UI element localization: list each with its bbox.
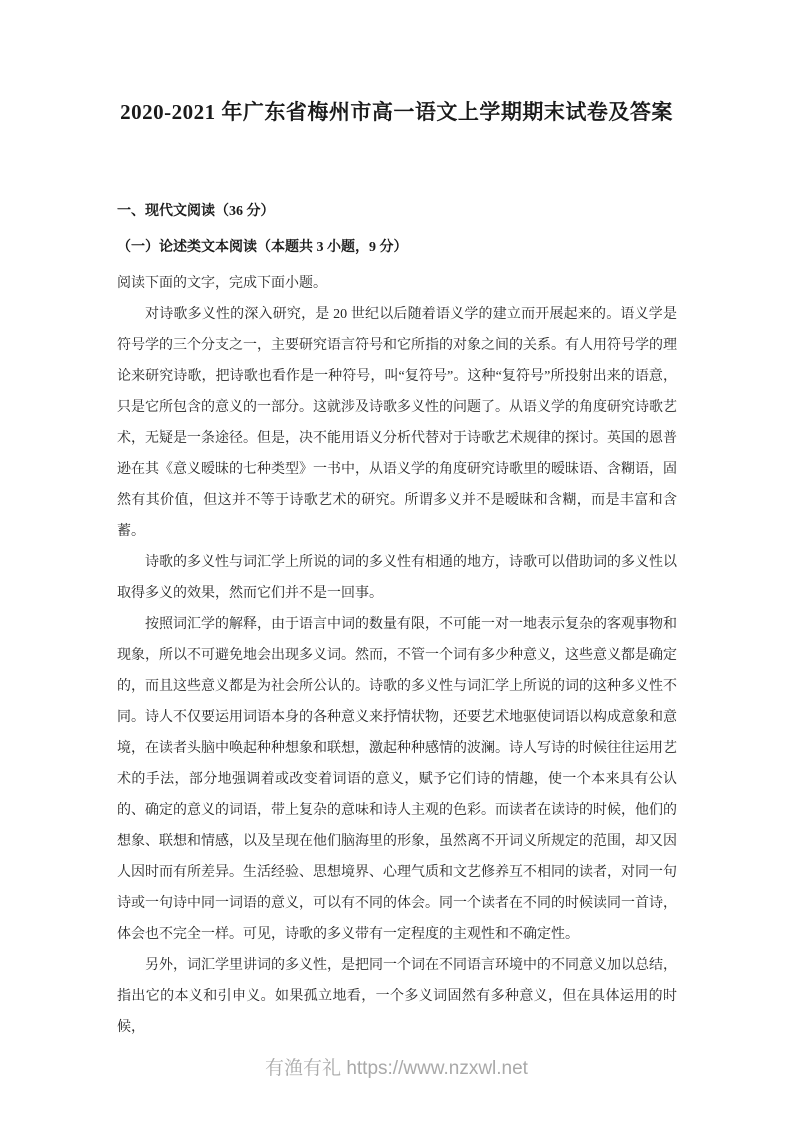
passage-paragraph-4: 另外，词汇学里讲词的多义性，是把同一个词在不同语言环境中的不同意义加以总结，指出它的本义和引申义。如果孤立地看，一个多义词固然有多种意义，但在具体运用的时候， <box>117 958 677 1035</box>
document-title: 2020-2021 年广东省梅州市高一语文上学期期末试卷及答案 <box>120 100 673 124</box>
footer-watermark: 有渔有礼 https://www.nzxwl.net <box>265 1058 528 1079</box>
subsection-heading: （一）论述类文本阅读（本题共 3 小题，9 分） <box>117 240 408 255</box>
section-heading: 一、现代文阅读（36 分） <box>117 204 275 219</box>
document-body <box>117 196 677 1043</box>
passage-paragraph-3: 按照词汇学的解释，由于语言中词的数量有限，不可能一对一地表示复杂的客观事物和现象，所以不可避免地会出现多义词。然而，不管一个词有多少种意义，这些意义都是确定的，而且这些意义都是为社会所公认的。诗歌的多义性与词汇学上所说的词的这种多义性不同。诗人不仅要运用词语本身的各种意义来抒情状物，还要艺术地驱使词语以构成意象和意境，在读者头脑中唤起种种想象和联想，激起种种感情的波澜。诗人写诗的时候往往运用艺术的手法，部分地强调着或改变着词语的意义，赋予它们诗的情趣，使一个本来具有公认的、确定的意义的词语，带上复杂的意味和诗人主观的色彩。而读者在读诗的时候，他们的想象、联想和情感，以及呈现在他们脑海里的形象，虽然离不开词义所规定的范围，却又因人因时而有所差异。生活经验、思想境界、心理气质和文艺修养互不相同的读者，对同一句诗或一句诗中同一词语的意义，可以有不同的体会。同一个读者在不同的时候读同一首诗，体会也不完全一样。可见，诗歌的多义带有一定程度的主观性和不确定性。 <box>117 617 677 942</box>
passage-paragraph-1: 对诗歌多义性的深入研究，是 20 世纪以后随着语义学的建立而开展起来的。语义学是符号学的三个分支之一，主要研究语言符号和它所指的对象之间的关系。有人用符号学的理论来研究诗歌，把诗歌也看作是一种符号，叫“复符号”。这种“复符号”所投射出来的语意，只是它所包含的意义的一部分。这就涉及诗歌多义性的问题了。从语义学的角度研究诗歌艺术，无疑是一条途径。但是，决不能用语义分析代替对于诗歌艺术规律的探讨。英国的恩普逊在其《意义暧昧的七种类型》一书中，从语义学的角度研究诗歌里的暧昧语、含糊语，固然有其价值，但这并不等于诗歌艺术的研究。所谓多义并不是暧昧和含糊，而是丰富和含蓄。 <box>117 307 677 539</box>
instruction-text: 阅读下面的文字，完成下面小题。 <box>117 276 327 291</box>
passage-paragraph-2: 诗歌的多义性与词汇学上所说的词的多义性有相通的地方，诗歌可以借助词的多义性以取得多义的效果，然而它们并不是一回事。 <box>117 555 677 601</box>
